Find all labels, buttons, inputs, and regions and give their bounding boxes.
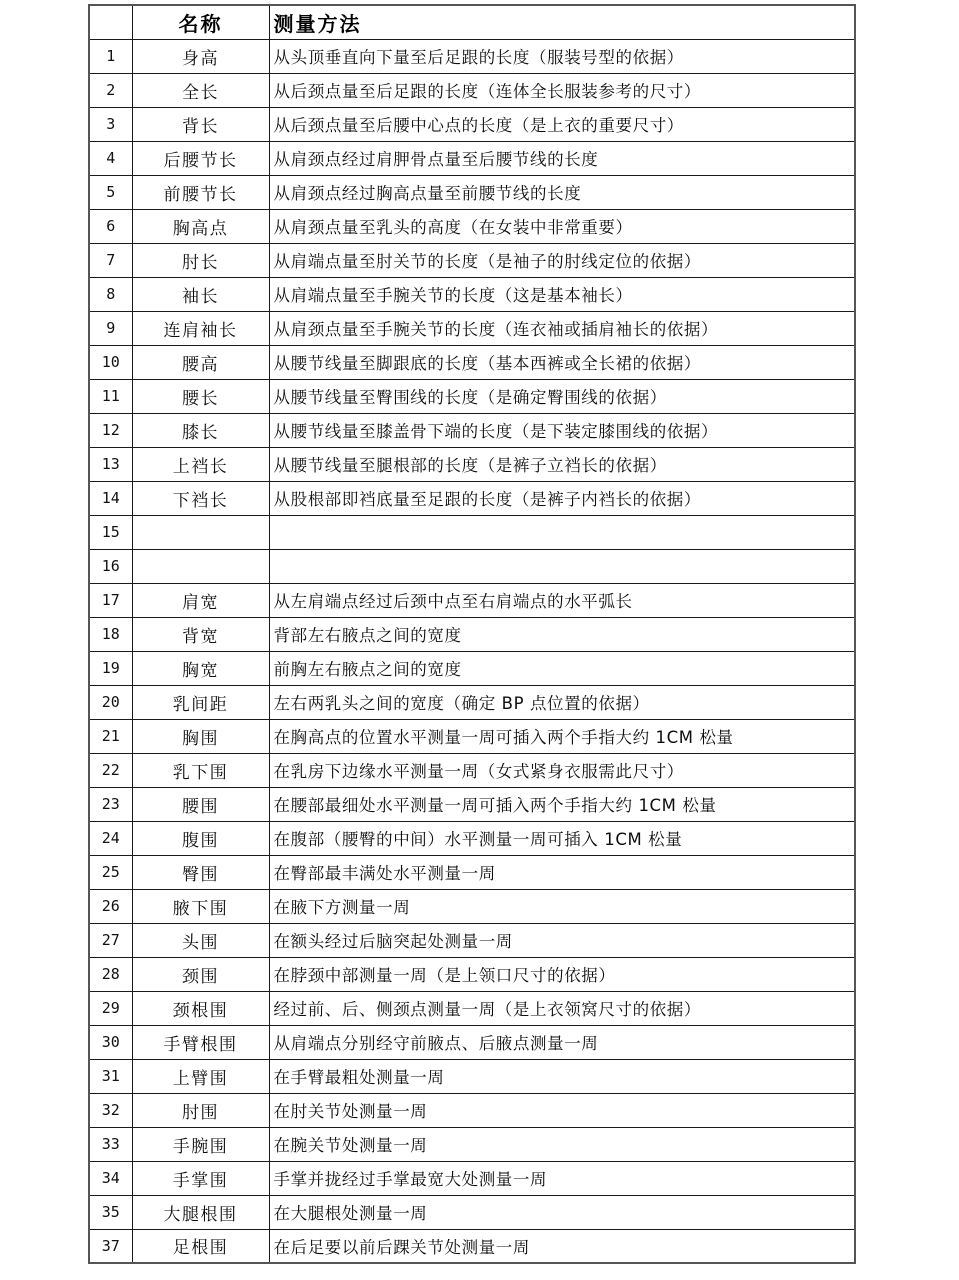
measurement-name-cell: 肘长 [132,243,269,277]
measurement-name-cell: 颈围 [132,957,269,991]
measurement-name-cell: 头围 [132,923,269,957]
table-row [89,73,855,107]
measurement-method-cell: 在手臂最粗处测量一周 [269,1059,855,1093]
measurement-name-cell: 肩宽 [132,583,269,617]
measurement-method-cell: 在胸高点的位置水平测量一周可插入两个手指大约 1CM 松量 [269,719,855,753]
row-index-cell: 31 [89,1059,132,1093]
table-header-row [89,5,855,39]
measurement-table-container [88,4,854,1264]
measurement-method-cell: 手掌并拢经过手掌最宽大处测量一周 [269,1161,855,1195]
measurement-method-cell: 从腰节线量至膝盖骨下端的长度（是下装定膝围线的依据） [269,413,855,447]
row-index-cell: 25 [89,855,132,889]
measurement-name-cell: 腰长 [132,379,269,413]
table-row [89,447,855,481]
row-index-cell: 13 [89,447,132,481]
table-row [89,549,855,583]
table-row [89,141,855,175]
header-cell-method: 测量方法 [269,5,855,39]
table-row [89,379,855,413]
row-index-cell: 6 [89,209,132,243]
row-index-cell: 28 [89,957,132,991]
measurement-name-cell: 手掌围 [132,1161,269,1195]
measurement-name-cell: 胸围 [132,719,269,753]
measurement-method-cell: 在腹部（腰臀的中间）水平测量一周可插入 1CM 松量 [269,821,855,855]
row-index-cell: 20 [89,685,132,719]
measurement-name-cell [132,549,269,583]
measurement-name-cell: 全长 [132,73,269,107]
table-row [89,345,855,379]
table-row [89,515,855,549]
table-row [89,991,855,1025]
measurement-method-cell: 从肩颈点量至手腕关节的长度（连衣袖或插肩袖长的依据） [269,311,855,345]
measurement-name-cell: 腰高 [132,345,269,379]
row-index-cell: 5 [89,175,132,209]
table-row [89,481,855,515]
row-index-cell: 12 [89,413,132,447]
measurement-method-cell: 在乳房下边缘水平测量一周（女式紧身衣服需此尺寸） [269,753,855,787]
measurement-name-cell: 胸宽 [132,651,269,685]
measurement-method-cell: 前胸左右腋点之间的宽度 [269,651,855,685]
measurement-name-cell: 大腿根围 [132,1195,269,1229]
measurement-name-cell: 腹围 [132,821,269,855]
measurement-name-cell: 乳间距 [132,685,269,719]
measurement-name-cell: 背长 [132,107,269,141]
row-index-cell: 11 [89,379,132,413]
row-index-cell: 33 [89,1127,132,1161]
table-row [89,617,855,651]
measurement-name-cell: 前腰节长 [132,175,269,209]
row-index-cell: 8 [89,277,132,311]
table-row [89,39,855,73]
row-index-cell: 22 [89,753,132,787]
table-row [89,1229,855,1263]
measurement-name-cell: 腰围 [132,787,269,821]
measurement-name-cell: 手臂根围 [132,1025,269,1059]
table-row [89,821,855,855]
table-row [89,209,855,243]
measurement-method-cell: 从腰节线量至脚跟底的长度（基本西裤或全长裙的依据） [269,345,855,379]
measurement-method-cell: 在肘关节处测量一周 [269,1093,855,1127]
table-row [89,685,855,719]
row-index-cell: 16 [89,549,132,583]
measurement-method-cell: 在臀部最丰满处水平测量一周 [269,855,855,889]
row-index-cell: 17 [89,583,132,617]
table-row [89,753,855,787]
measurement-method-cell: 从腰节线量至腿根部的长度（是裤子立裆长的依据） [269,447,855,481]
row-index-cell: 37 [89,1229,132,1263]
measurement-method-cell: 从肩端点量至肘关节的长度（是袖子的肘线定位的依据） [269,243,855,277]
measurement-method-cell: 从肩端点分别经守前腋点、后腋点测量一周 [269,1025,855,1059]
table-row [89,787,855,821]
table-row [89,1195,855,1229]
measurement-method-cell: 从肩端点量至手腕关节的长度（这是基本袖长） [269,277,855,311]
row-index-cell: 14 [89,481,132,515]
row-index-cell: 7 [89,243,132,277]
row-index-cell: 1 [89,39,132,73]
measurement-name-cell: 上臂围 [132,1059,269,1093]
row-index-cell: 35 [89,1195,132,1229]
measurement-method-cell: 在大腿根处测量一周 [269,1195,855,1229]
body-measurement-table [88,4,856,1264]
table-body [89,5,855,1263]
measurement-method-cell: 从肩颈点量至乳头的高度（在女装中非常重要） [269,209,855,243]
table-row [89,277,855,311]
measurement-method-cell [269,549,855,583]
measurement-method-cell: 在腰部最细处水平测量一周可插入两个手指大约 1CM 松量 [269,787,855,821]
measurement-method-cell: 在腕关节处测量一周 [269,1127,855,1161]
row-index-cell: 27 [89,923,132,957]
table-row [89,311,855,345]
row-index-cell: 2 [89,73,132,107]
measurement-method-cell: 从腰节线量至臀围线的长度（是确定臀围线的依据） [269,379,855,413]
measurement-name-cell: 膝长 [132,413,269,447]
row-index-cell: 10 [89,345,132,379]
table-row [89,243,855,277]
table-row [89,1127,855,1161]
row-index-cell: 34 [89,1161,132,1195]
measurement-name-cell: 后腰节长 [132,141,269,175]
measurement-method-cell: 从左肩端点经过后颈中点至右肩端点的水平弧长 [269,583,855,617]
measurement-method-cell: 从股根部即裆底量至足跟的长度（是裤子内裆长的依据） [269,481,855,515]
measurement-method-cell: 从头顶垂直向下量至后足跟的长度（服装号型的依据） [269,39,855,73]
measurement-name-cell: 臀围 [132,855,269,889]
table-row [89,923,855,957]
measurement-name-cell: 背宽 [132,617,269,651]
table-row [89,1059,855,1093]
row-index-cell: 4 [89,141,132,175]
table-row [89,1025,855,1059]
measurement-method-cell: 从后颈点量至后足跟的长度（连体全长服装参考的尺寸） [269,73,855,107]
table-row [89,719,855,753]
measurement-method-cell: 在腋下方测量一周 [269,889,855,923]
measurement-method-cell [269,515,855,549]
measurement-method-cell: 在脖颈中部测量一周（是上领口尺寸的依据） [269,957,855,991]
measurement-method-cell: 在额头经过后脑突起处测量一周 [269,923,855,957]
measurement-name-cell: 袖长 [132,277,269,311]
row-index-cell: 29 [89,991,132,1025]
table-row [89,957,855,991]
measurement-name-cell: 肘围 [132,1093,269,1127]
measurement-method-cell: 左右两乳头之间的宽度（确定 BP 点位置的依据） [269,685,855,719]
measurement-name-cell: 身高 [132,39,269,73]
table-row [89,1161,855,1195]
measurement-name-cell: 乳下围 [132,753,269,787]
row-index-cell: 18 [89,617,132,651]
row-index-cell: 32 [89,1093,132,1127]
header-cell-name: 名称 [132,5,269,39]
measurement-method-cell: 从肩颈点经过肩胛骨点量至后腰节线的长度 [269,141,855,175]
measurement-name-cell: 颈根围 [132,991,269,1025]
measurement-name-cell [132,515,269,549]
measurement-method-cell: 背部左右腋点之间的宽度 [269,617,855,651]
measurement-name-cell: 腋下围 [132,889,269,923]
measurement-name-cell: 足根围 [132,1229,269,1263]
table-row [89,1093,855,1127]
header-cell-index [89,5,132,39]
row-index-cell: 24 [89,821,132,855]
row-index-cell: 26 [89,889,132,923]
table-row [89,889,855,923]
row-index-cell: 30 [89,1025,132,1059]
row-index-cell: 23 [89,787,132,821]
measurement-method-cell: 从肩颈点经过胸高点量至前腰节线的长度 [269,175,855,209]
measurement-method-cell: 在后足要以前后踝关节处测量一周 [269,1229,855,1263]
row-index-cell: 9 [89,311,132,345]
table-row [89,583,855,617]
measurement-method-cell: 从后颈点量至后腰中心点的长度（是上衣的重要尺寸） [269,107,855,141]
measurement-name-cell: 上裆长 [132,447,269,481]
table-row [89,855,855,889]
row-index-cell: 3 [89,107,132,141]
row-index-cell: 19 [89,651,132,685]
measurement-name-cell: 胸高点 [132,209,269,243]
table-row [89,107,855,141]
measurement-name-cell: 下裆长 [132,481,269,515]
measurement-name-cell: 手腕围 [132,1127,269,1161]
row-index-cell: 15 [89,515,132,549]
table-row [89,651,855,685]
table-row [89,175,855,209]
row-index-cell: 21 [89,719,132,753]
measurement-method-cell: 经过前、后、侧颈点测量一周（是上衣领窝尺寸的依据） [269,991,855,1025]
table-row [89,413,855,447]
measurement-name-cell: 连肩袖长 [132,311,269,345]
